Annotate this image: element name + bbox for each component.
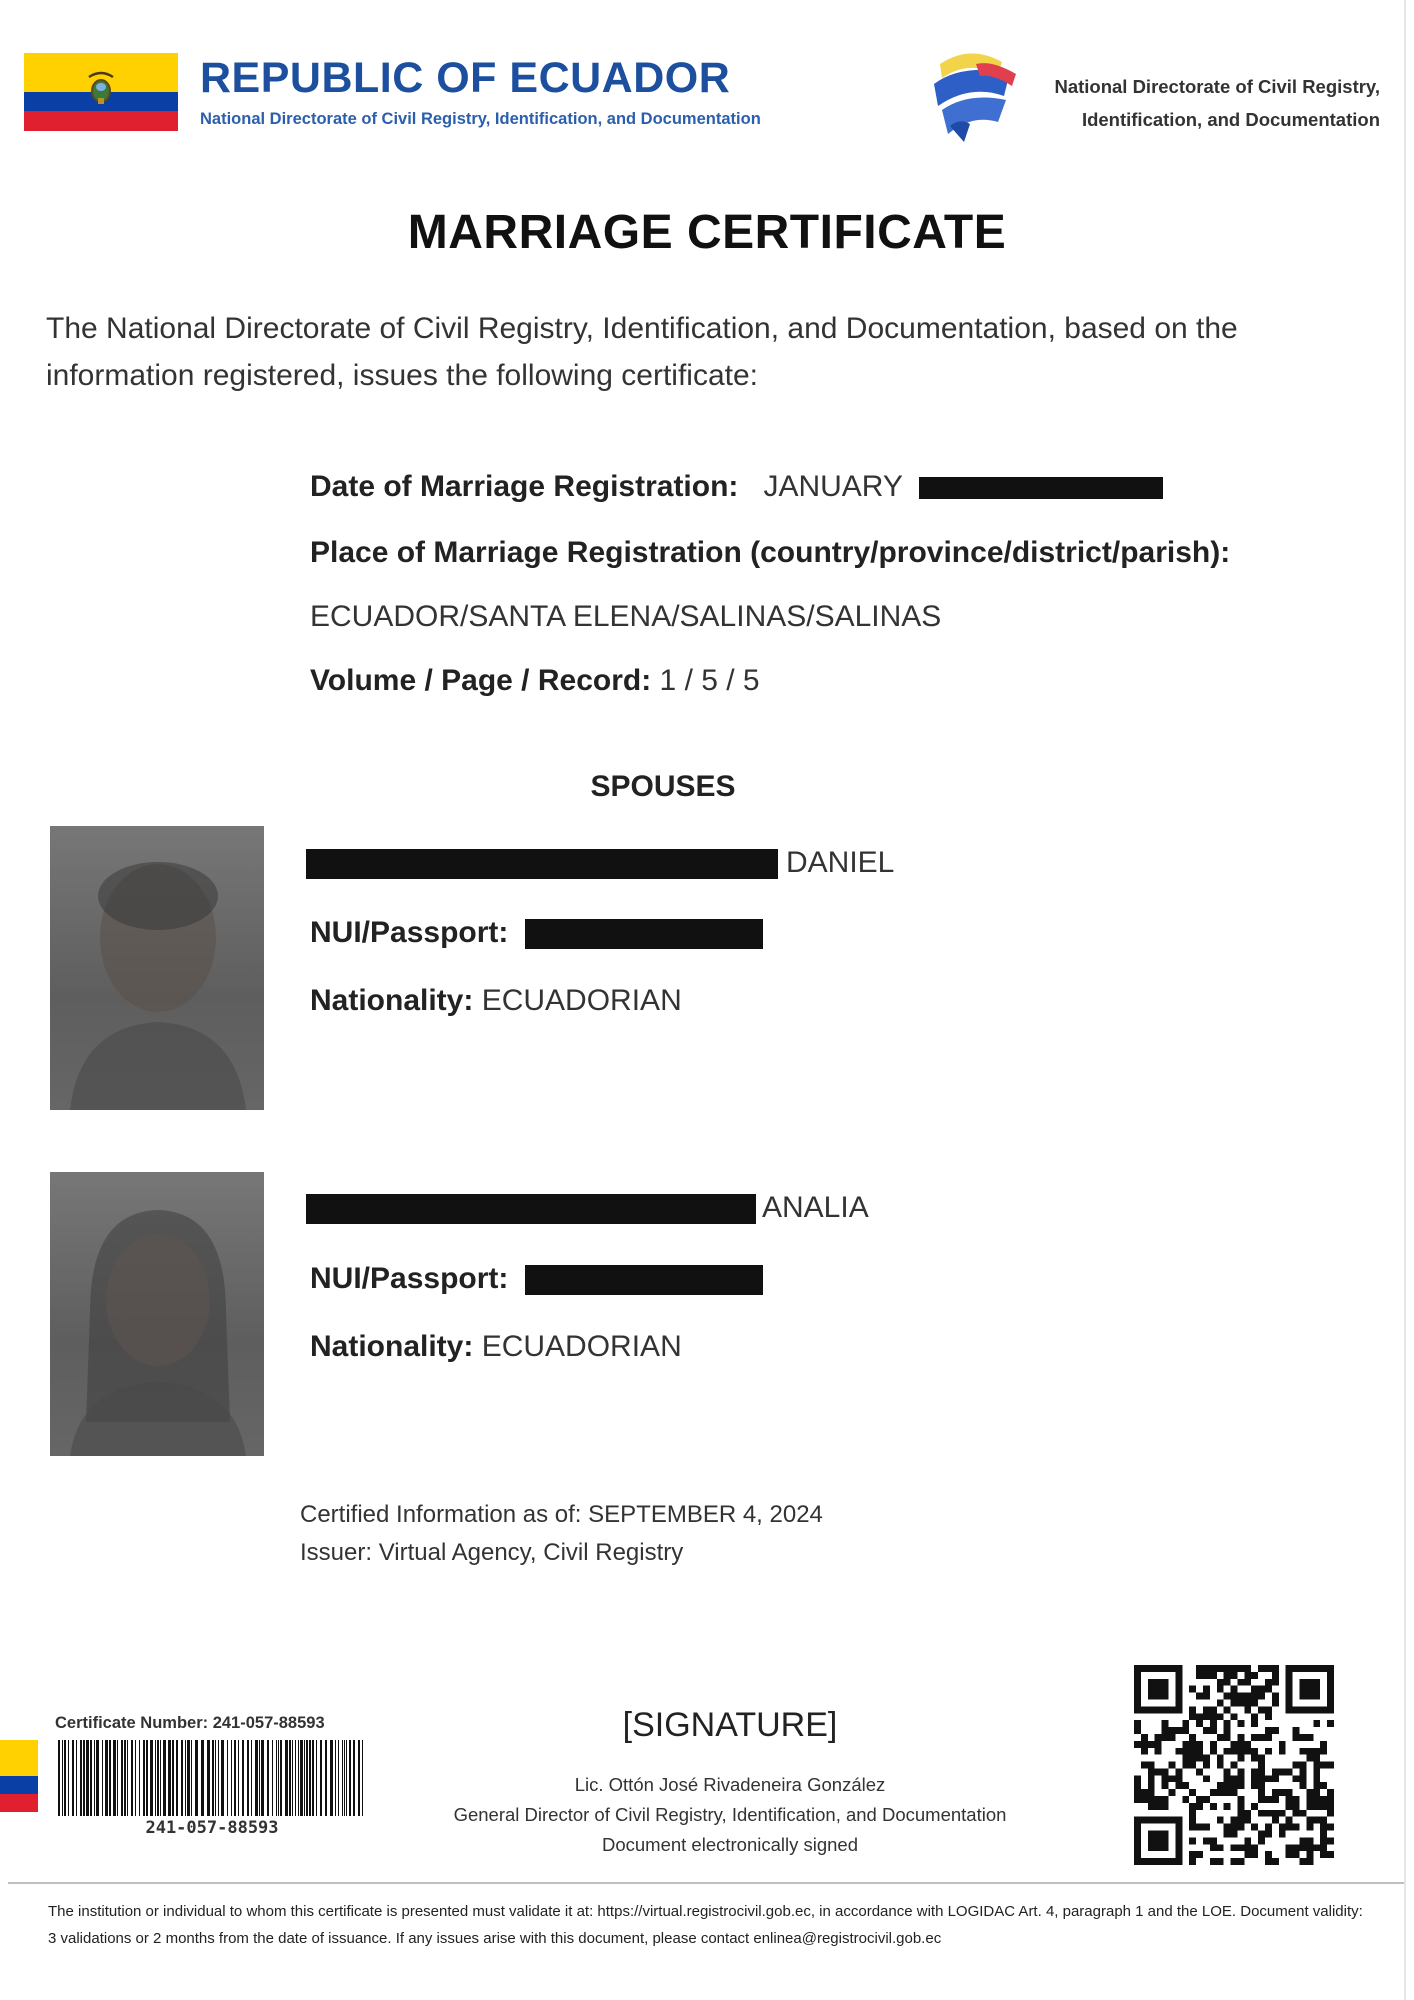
- redaction-bar: [306, 849, 778, 879]
- spouse-1-nationality-row: [310, 984, 682, 1018]
- signer-title: General Director of Civil Registry, Identification, and Documentation: [453, 1804, 1007, 1825]
- spouse-1-nationality-label: Nationality:: [310, 984, 474, 1017]
- spouse-1-name-row: [310, 846, 894, 880]
- spouse-2-name: ANALIA: [762, 1191, 869, 1224]
- country-title: REPUBLIC OF ECUADOR: [200, 54, 731, 102]
- spouse-1-nui-row: [310, 916, 763, 950]
- certification-info: [300, 1496, 823, 1572]
- redaction-bar: [306, 1194, 756, 1224]
- logo-caption-line2: Identification, and Documentation: [1081, 109, 1380, 130]
- intro-paragraph: The National Directorate of Civil Registry, Identification, and Documentation, based on the information registered, issues the following certificate:: [46, 312, 1238, 392]
- spouse-1-name: DANIEL: [786, 846, 895, 879]
- spouse-2-nui-row: [310, 1262, 763, 1296]
- registration-place-value: ECUADOR/SANTA ELENA/SALINAS/SALINAS: [310, 600, 942, 633]
- civil-registry-logo-icon: [920, 44, 1020, 144]
- page-edge: [1404, 0, 1406, 2000]
- spouse-1-nui-label: NUI/Passport:: [310, 916, 509, 949]
- person-silhouette-icon: [50, 826, 264, 1110]
- redaction-bar: [525, 919, 763, 949]
- barcode-number: 241-057-88593: [145, 1818, 279, 1838]
- signer-block: [380, 1770, 1080, 1860]
- spouse-photo-2: [50, 1172, 264, 1456]
- volume-value: 1 / 5 / 5: [659, 664, 760, 697]
- spouses-heading: [0, 770, 1370, 804]
- issuer: Issuer: Virtual Agency, Civil Registry: [300, 1539, 684, 1566]
- spouse-2-name-row: [310, 1191, 869, 1225]
- signed-note: Document electronically signed: [601, 1834, 859, 1855]
- registration-place-label-row: [310, 536, 1230, 570]
- certificate-number: Certificate Number: 241-057-88593: [55, 1714, 325, 1732]
- certified-as-of: Certified Information as of: SEPTEMBER 4, 2024: [300, 1501, 823, 1528]
- spouse-1-nationality-value: ECUADORIAN: [481, 984, 682, 1017]
- registration-place-label: Place of Marriage Registration (country/province/district/parish):: [310, 536, 1231, 569]
- barcode-icon: [56, 1740, 368, 1816]
- registration-date-row: [310, 470, 1163, 504]
- ecuador-flag-icon: [24, 53, 178, 131]
- volume-label: Volume / Page / Record:: [310, 664, 652, 697]
- signature-placeholder: [SIGNATURE]: [622, 1706, 838, 1744]
- logo-caption-line1: National Directorate of Civil Registry,: [1054, 76, 1380, 97]
- mini-flag-icon: [0, 1740, 38, 1812]
- spouse-2-nationality-value: ECUADORIAN: [481, 1330, 682, 1363]
- registration-date-value: JANUARY: [763, 470, 903, 503]
- agency-subtitle: National Directorate of Civil Registry, Identification, and Documentation: [200, 110, 761, 128]
- volume-row: [310, 664, 760, 698]
- spouse-2-nui-label: NUI/Passport:: [310, 1262, 509, 1295]
- redaction-bar: [525, 1265, 763, 1295]
- signer-name: Lic. Ottón José Rivadeneira González: [574, 1774, 886, 1795]
- logo-caption: [1020, 70, 1380, 136]
- redaction-bar: [919, 477, 1163, 499]
- spouse-photo-1: [50, 826, 264, 1110]
- spouses-heading-text: SPOUSES: [590, 770, 736, 803]
- qr-code-icon: [1134, 1665, 1334, 1865]
- coat-of-arms-icon: [86, 71, 116, 107]
- footer-divider: [8, 1882, 1404, 1884]
- person-silhouette-icon: [50, 1172, 264, 1456]
- spouse-2-nationality-row: [310, 1330, 682, 1364]
- validation-notice: The institution or individual to whom this certificate is presented must validate it at: https://virtual.registrocivil.gob.ec, in accordance with LOGIDAC Art. 4, paragraph 1 and the LOE. Document validity: 3 validations or 2 months from the date of issuance. If any issues arise with this document, please contact enlinea@registrocivil.gob.ec: [48, 1903, 1363, 1947]
- document-title: MARRIAGE CERTIFICATE: [407, 206, 1007, 259]
- spouse-2-nationality-label: Nationality:: [310, 1330, 474, 1363]
- registration-date-label: Date of Marriage Registration:: [310, 470, 739, 503]
